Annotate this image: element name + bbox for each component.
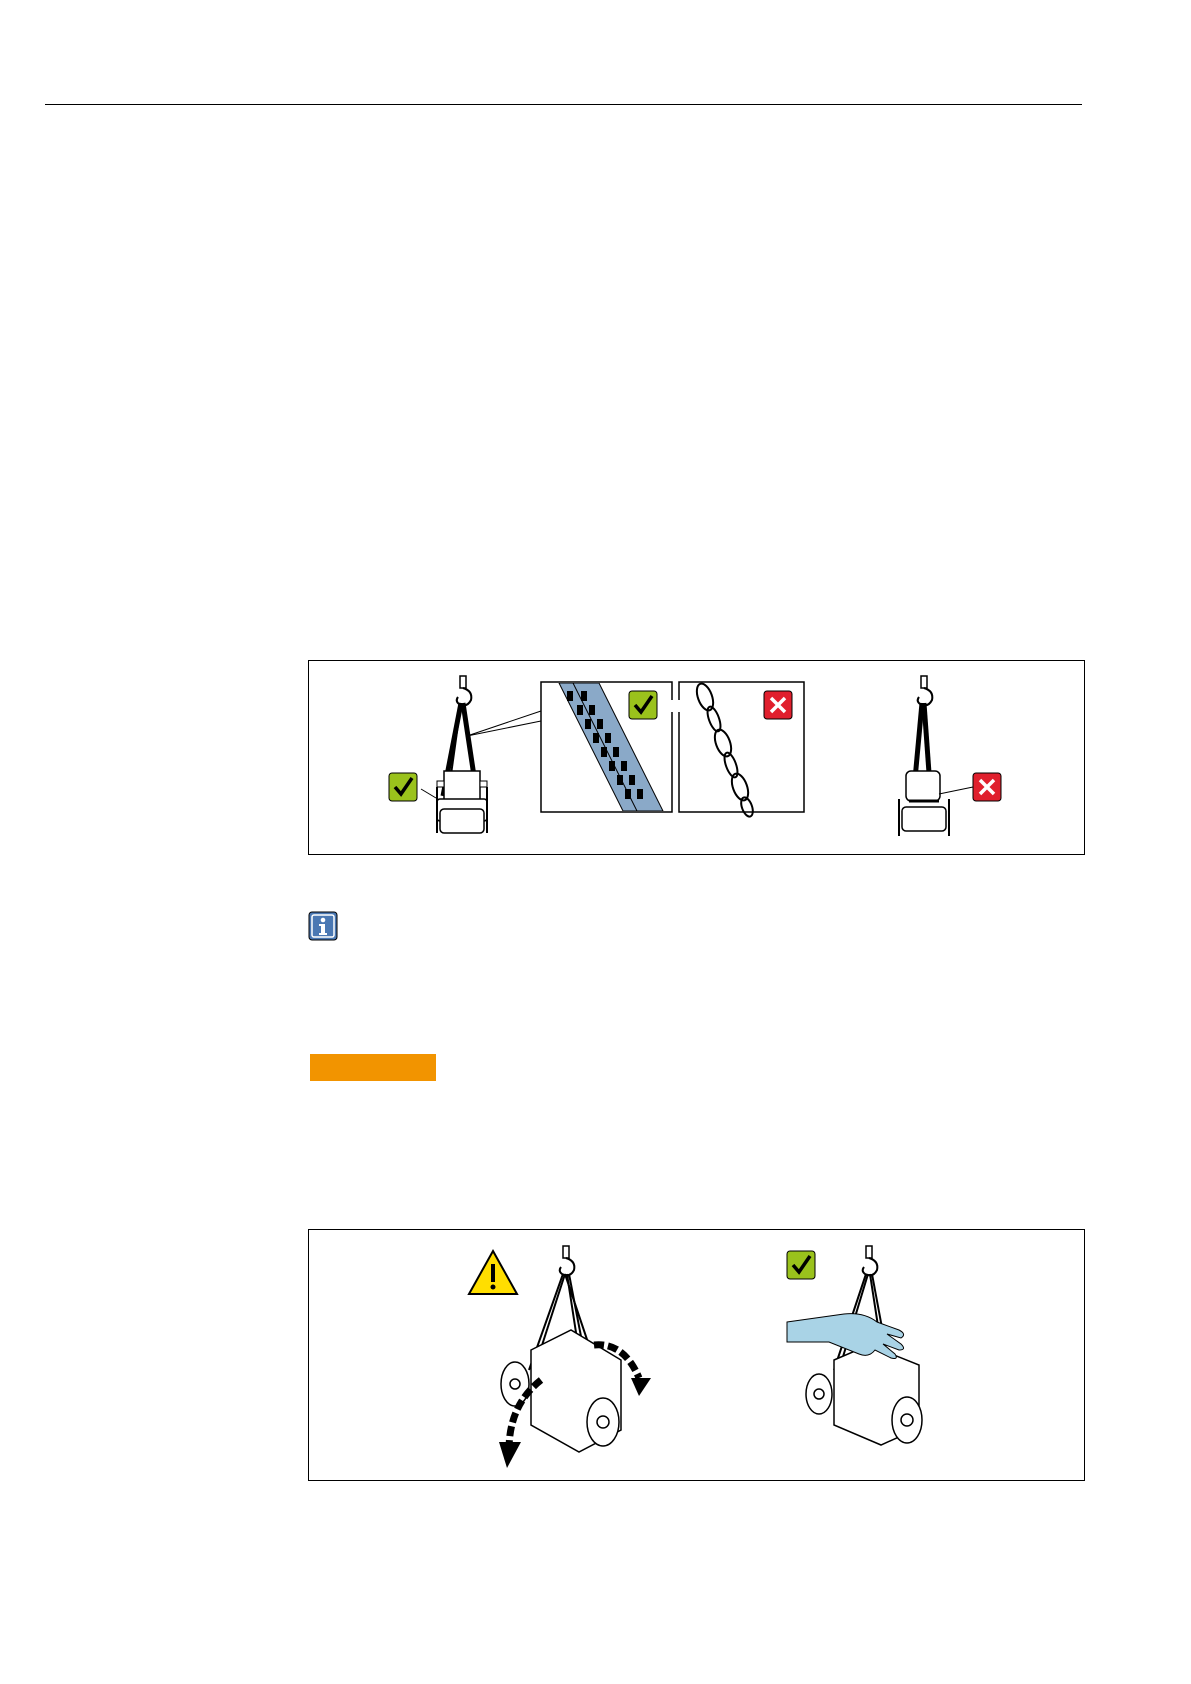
figure-slipping-drawing xyxy=(309,1230,1084,1480)
arrow-head xyxy=(499,1442,521,1468)
detail-chain xyxy=(671,681,804,818)
hook-icon xyxy=(560,1246,575,1275)
figure-lifting-slings-drawing xyxy=(309,661,1084,854)
check-icon xyxy=(629,691,657,719)
caution-signal-bar xyxy=(310,1054,436,1081)
hook-icon xyxy=(457,676,472,705)
device-right xyxy=(806,1345,922,1445)
cross-icon xyxy=(764,691,792,719)
hook-icon xyxy=(918,676,933,705)
check-icon xyxy=(389,773,417,801)
hook-icon xyxy=(863,1246,878,1275)
check-icon xyxy=(787,1251,815,1279)
arrow-head xyxy=(631,1378,651,1396)
header-rule xyxy=(45,104,1082,105)
device-left xyxy=(437,771,487,833)
warning-triangle-icon xyxy=(469,1251,517,1294)
figure-lifting-slings xyxy=(308,660,1085,855)
figure-slipping-risk xyxy=(308,1229,1085,1481)
info-icon xyxy=(308,911,338,941)
detail-textile-sling xyxy=(541,682,672,812)
device-right xyxy=(899,771,949,836)
cross-icon xyxy=(973,773,1001,801)
